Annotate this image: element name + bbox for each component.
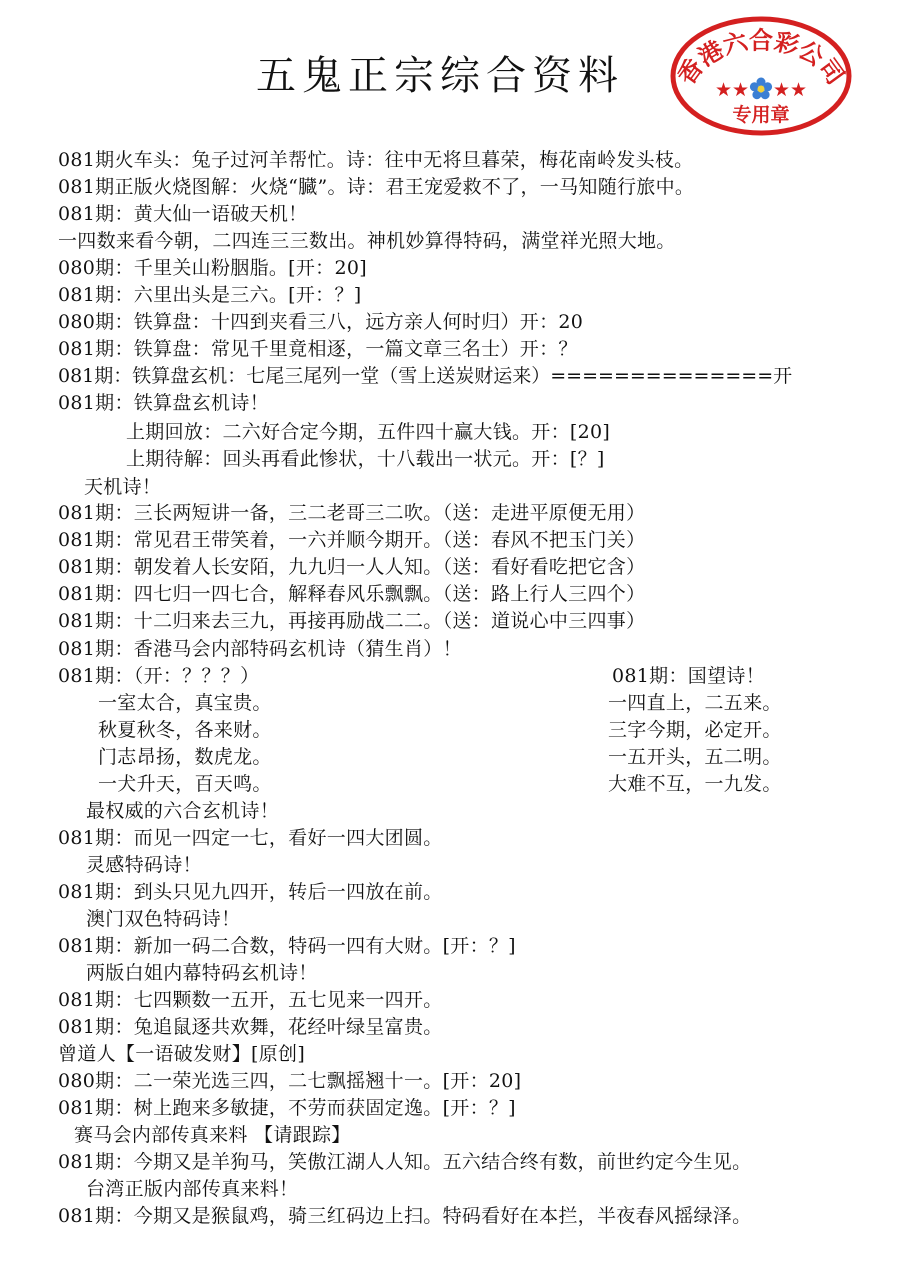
text-line: 081期：六里出头是三六。[开：？]	[58, 284, 362, 306]
seal-graphic	[668, 14, 854, 138]
text-line: 一四数来看今朝，二四连三三数出。神机妙算得特码，满堂祥光照大地。	[58, 230, 676, 252]
side-verse-line: 一五开头，五二明。	[608, 746, 782, 768]
section-heading: 赛马会内部传真来料 【请跟踪】	[74, 1124, 351, 1146]
side-verse-line: 一四直上，二五来。	[608, 692, 782, 714]
company-seal-stamp	[668, 14, 854, 138]
text-line: 081期正版火烧图解：火烧“臓”。诗：君王宠爱救不了，一马知随行旅中。	[58, 176, 695, 198]
text-line: 上期回放：二六好合定今期，五件四十赢大钱。开：[20]	[126, 421, 611, 443]
text-line: 081期：三长两短讲一备，三二老哥三二吹。（送：走进平原便无用）	[58, 502, 646, 524]
svg-text:专用章: 专用章	[732, 104, 790, 126]
text-line: 081期：常见君王带笑着，一六并顺今期开。（送：春风不把玉门关）	[58, 529, 646, 551]
seal-company-text: 香港六合彩公司	[672, 26, 850, 90]
section-heading: 曾道人【一语破发财】[原创]	[58, 1043, 306, 1065]
text-line: 081期：铁算盘玄机：七尾三尾列一堂（雪上送炭财运来）==============开	[58, 365, 793, 387]
text-line: 081期：铁算盘：常见千里竟相逐，一篇文章三名士）开：？	[58, 338, 578, 360]
side-verse-line: 三字今期，必定开。	[608, 719, 782, 741]
svg-text:★★: ★★	[772, 79, 808, 101]
svg-text:★★: ★★	[714, 79, 750, 101]
text-line: 上期待解：回头再看此惨状，十八载出一状元。开：[？]	[126, 448, 605, 470]
text-line: 081期：而见一四定一七，看好一四大团圆。	[58, 827, 443, 849]
side-heading: 081期：国望诗！	[612, 665, 765, 687]
section-heading: 两版白姐内幕特码玄机诗！	[86, 962, 318, 984]
text-line: 081期：兔追鼠逐共欢舞，花经叶绿呈富贵。	[58, 1016, 443, 1038]
verse-line: 一室太合，真宝贵。	[98, 692, 272, 714]
flower-emblem-icon	[750, 78, 772, 100]
text-line: 081期火车头：兔子过河羊帮忙。诗：往中无将旦暮荣，梅花南岭发头枝。	[58, 149, 694, 171]
text-line: 081期：香港马会内部特码玄机诗（猜生肖）！	[58, 638, 462, 660]
text-line: 081期：今期又是猴鼠鸡，骑三红码边上扫。特码看好在本拦，半夜春风摇绿泽。	[58, 1205, 752, 1227]
text-line: 081期：黄大仙一语破天机！	[58, 203, 308, 225]
text-line: 081期：树上跑来多敏捷，不劳而获固定逸。[开：？]	[58, 1097, 516, 1119]
section-heading: 天机诗！	[84, 476, 162, 498]
text-line: 080期：铁算盘：十四到夹看三八，远方亲人何时归）开：20	[58, 311, 584, 333]
section-heading: 最权威的六合玄机诗！	[86, 800, 280, 822]
text-line: 080期：千里关山粉胭脂。[开：20]	[58, 257, 367, 279]
text-line: 081期：到头只见九四开，转后一四放在前。	[58, 881, 443, 903]
section-heading: 台湾正版内部传真来料！	[86, 1178, 299, 1200]
text-line: 081期：四七归一四七合，解释春风乐飘飘。（送：路上行人三四个）	[58, 583, 646, 605]
side-verse-line: 大难不互，一九发。	[608, 773, 782, 795]
page-title: 五鬼正宗综合资料	[256, 53, 624, 99]
verse-line: 一犬升天，百天鸣。	[98, 773, 272, 795]
text-line: 081期：十二归来去三九，再接再励战二二。（送：道说心中三四事）	[58, 610, 646, 632]
text-line: 081期：朝发着人长安陌，九九归一人人知。（送：看好看吃把它含）	[58, 556, 646, 578]
text-line: 081期：今期又是羊狗马，笑傲江湖人人知。五六结合终有数，前世约定今生见。	[58, 1151, 752, 1173]
verse-line: 门志昂扬，数虎龙。	[98, 746, 272, 768]
section-heading: 澳门双色特码诗！	[86, 908, 241, 930]
text-line: 081期：（开：？？？）	[58, 665, 260, 687]
verse-line: 秋夏秋冬，各来财。	[98, 719, 272, 741]
text-line: 080期：二一荣光选三四，二七飘摇翘十一。[开：20]	[58, 1070, 522, 1092]
text-line: 081期：新加一码二合数，特码一四有大财。[开：？]	[58, 935, 516, 957]
text-line: 081期：七四颗数一五开，五七见来一四开。	[58, 989, 443, 1011]
text-line: 081期：铁算盘玄机诗！	[58, 392, 269, 414]
section-heading: 灵感特码诗！	[86, 854, 202, 876]
